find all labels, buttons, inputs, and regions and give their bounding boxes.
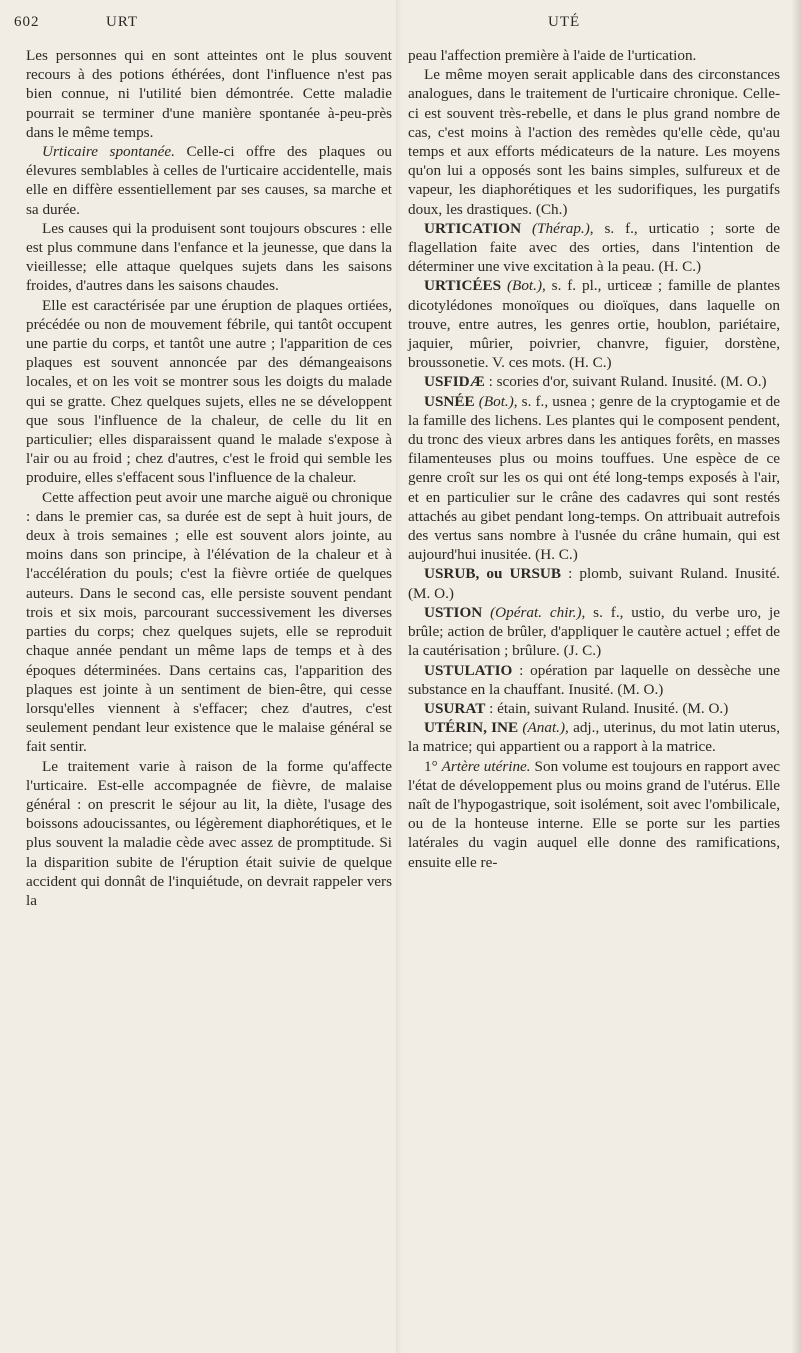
subentry-artere-uterine [408,757,780,872]
entry-headword: URTICATION [424,219,522,237]
subentry-number: 1° [424,757,438,775]
entry-ustulatio [408,661,780,699]
paragraph-text: Le même moyen serait applicable dans des circonstances analogues, dans le traitement de l'urticaire chronique. Celle-ci est souvent très-rebelle, et dans le plus grand nombre de cas, c'est moins à l'action des remèdes qu'elle cède, qu'au temps et aux efforts médicateurs de la nature. Les moyens qu'on lui a opposés sont les bains simples, sulfureux et de vapeur, les diaphorétiques et les sudorifiques, les purgatifs doux, les drastiques. [408,66,780,218]
entry-headword: URTICÉES [424,277,502,295]
entry-text: : opération par laquelle on dessèche une substance en la chauffant. Inusité. (M. O.) [408,661,780,698]
column-gutter [396,0,402,1353]
entry-text: Son volume est toujours en rapport avec l'état de développement plus ou moins grand de l'utérus. Elle naît de l'hypogastrique, soit isolément, soit avec l'ombilicale, ou de la honteuse interne. Elle se porte sur les parties latérales du vagin auquel elle donne des ramifications, ensuite elle re- [408,757,780,871]
entry-usrub [408,564,780,602]
paragraph-urticaire-spontanee [26,142,392,219]
left-running-head: URT [106,14,139,30]
entry-usurat [408,699,780,718]
entry-category: (Bot.) [507,277,543,295]
entry-text: , s. f., usnea ; genre de la cryptogamie et de la famille des lichens. Les plantes qui le composent pendent, du tronc des vieux arbres dans les antiques forêts, en masses filamenteuses plus ou moins touffues. Une espèce de ce genre croît sur les os qui ont été long-temps exposés à l'air, et en particulier sur le crâne des cadavres qui sont restés attachés au gibet pendant long-temps. On attribuait autrefois des vertus sans nombre à l'usnée du crâne humain, qui est aujourd'hui inusitée. (H. C.) [408,392,780,564]
entry-text: , s. f. pl., urticeæ ; famille de plantes dicotylédones monoïques ou dioïques, dans laquelle on trouve, entre autres, les genres ortie, houblon, pariétaire, jaquier, mûrier, poivrier, chanvre, figuier, dorstène, broussonetie. V. ces mots. (H. C.) [408,277,780,372]
author-signature: (Ch.) [535,200,568,218]
entry-category: (Opérat. chir.) [490,603,582,621]
page-number: 602 [14,14,40,30]
subentry-title: Artère utérine. [441,757,531,775]
entry-usfidae [408,372,780,391]
entry-text: , s. f., urticatio ; sorte de flagellation faite avec des orties, dans l'intention de déterminer une vive excitation à la peau. (H. C.) [408,219,781,276]
paragraph: peau l'affection première à l'aide de l'urtication. [408,47,697,64]
entry-headword: USTULATIO [424,661,513,679]
entry-urticees [408,276,780,372]
entry-text: : plomb, suivant Ruland. Inusité. (M. O.) [408,565,780,602]
entry-text: : étain, suivant Ruland. Inusité. (M. O.) [485,699,729,717]
paragraph-text: Celle-ci offre des plaques ou élevures semblables à celles de l'urticaire accidentelle, mais elle en diffère essentiellement par ses causes, sa marche et sa durée. [26,143,393,218]
entry-headword: UTÉRIN, INE [424,719,519,737]
entry-headword: USTION [424,603,483,621]
entry-text: : scories d'or, suivant Ruland. Inusité. (M. O.) [484,373,767,391]
paragraph: Le traitement varie à raison de la forme qu'affecte l'urticaire. Est-elle accompagnée de fièvre, de malaise général : on prescrit le séjour au lit, la diète, l'usage des boissons adoucissantes, ou légèrement diaphorétiques, et le plus souvent la maladie cède avec assez de promptitude. Si la disparition subite de l'éruption était suivie de quelque accident qui donnât de l'inquiétude, on devrait rappeler vers la [26,757,392,909]
entry-usnee [408,392,780,565]
entry-text: , s. f., ustio, du verbe uro, je brûle; action de brûler, d'appliquer le cautère actuel ; effet de la cautérisation ; brûlure. (J. C.) [408,603,781,660]
paragraph: Les personnes qui en sont atteintes ont le plus souvent recours à des potions éthérées, dont l'influence n'est pas bien connue, ni l'utilité bien démontrée. Cette maladie pourrait se terminer d'une manière spontanée à-peu-près dans le même temps. [26,47,392,141]
entry-category: (Thérap.) [531,219,590,237]
entry-category: (Anat.) [522,719,566,737]
entry-category: (Bot.) [478,392,514,410]
paragraph: Elle est caractérisée par une éruption de plaques ortiées, précédée ou non de mouvement fébrile, qui tantôt occupent une partie du corps, et tantôt une autre ; l'apparition de ces plaques est souvent annoncée par des démangeaisons locales, et on les voit se montrer sous les doigts du malade qui se gratte. Chez quelques sujets, elles ne se développent que sous l'influence de la chaleur, de celle du lit en particulier; elles disparaissent quand le malade s'expose à l'air ou au froid ; chez d'autres, c'est le froid qui semble les produire, elles s'effacent sous l'influence de la chaleur. [26,296,392,487]
entry-headword: USFIDÆ [424,373,485,391]
right-column [408,46,780,872]
entry-urtication [408,219,780,277]
paragraph: Les causes qui la produisent sont toujours obscures : elle est plus commune dans l'enfance et la jeunesse, que dans la vieillesse; elle attaque quelques sujets dans les saisons froides, d'autres dans les saisons chaudes. [26,219,392,295]
entry-text: , adj., uterinus, du mot latin uterus, la matrice; qui appartient ou a rapport à la matrice. [408,719,780,756]
running-header [0,14,801,42]
entry-headword: USNÉE [424,392,475,410]
entry-ustion [408,603,780,661]
right-running-head: UTÉ [548,14,581,30]
entry-headword: USRUB, ou URSUB [424,565,561,583]
entry-headword: USURAT [424,699,486,717]
entry-uterin [408,718,780,756]
paragraph: Cette affection peut avoir une marche aiguë ou chronique : dans le premier cas, sa durée est de sept à huit jours, de deux à trois semaines ; elle est souvent alors jointe, au moins dans son principe, à l'élévation de la chaleur et à l'accélération du pouls; c'est la fièvre ortiée de quelques auteurs. Dans le second cas, elle persiste souvent pendant trois et six mois, parcourant successivement les diverses parties du corps; chez quelques sujets, elle se reproduit chaque année pendant un même laps de temps et à des époques déterminées. Dans certains cas, l'apparition des plaques est jointe à un sentiment de bien-être, qui cesse lorsqu'elles viennent à s'effacer; chez d'autres, c'est seulement pendant leur existence que le malaise général se fait sentir. [26,488,392,756]
section-title: Urticaire spontanée. [42,143,175,161]
paragraph [408,65,780,219]
left-column [26,46,392,910]
page-edge-shadow [791,0,801,1353]
